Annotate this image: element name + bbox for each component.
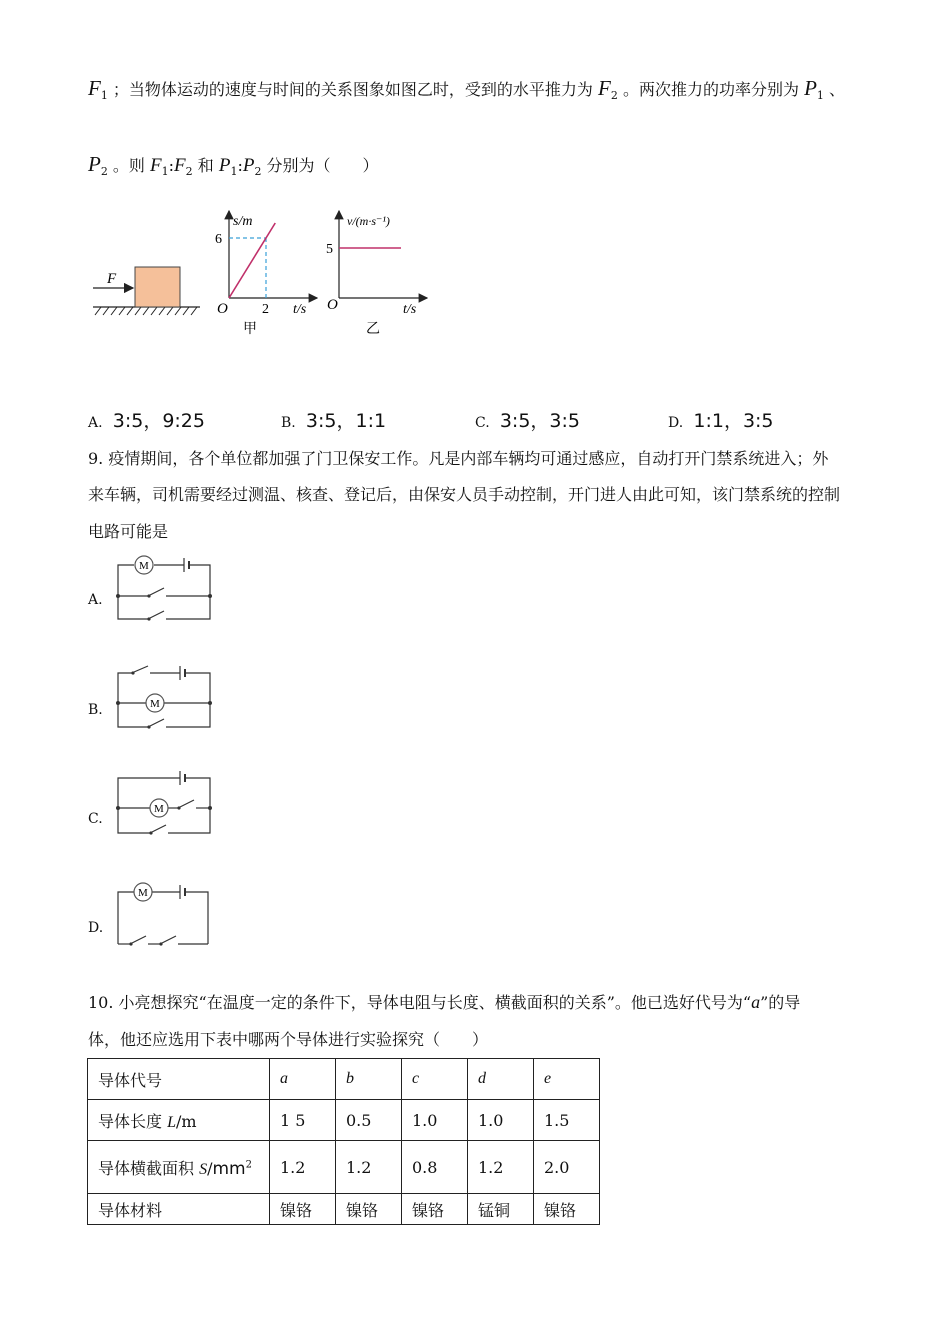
circuit-a[interactable] [112, 553, 217, 625]
q8-option-a[interactable] [88, 406, 205, 433]
q9-option-d-label[interactable]: D. [88, 920, 104, 936]
q9-option-b-label[interactable]: B. [88, 702, 103, 718]
table-row [88, 1194, 600, 1225]
yi-caption: 乙 [366, 322, 380, 337]
ratio1-b: F [174, 155, 186, 176]
force-label: F [107, 271, 117, 287]
ground-hatch [95, 307, 197, 315]
table-cell [88, 1100, 270, 1141]
motor-label: M [138, 887, 148, 899]
q9-line1: 9. 疫情期间，各个单位都加强了门卫保安工作。凡是内部车辆均可通过感应，自动打开门禁系统进入；外 [88, 449, 829, 468]
q8-line2 [88, 152, 379, 178]
table-cell [88, 1141, 270, 1194]
jia-caption: 甲 [243, 322, 257, 337]
q9-line3: 电路可能是 [88, 522, 169, 541]
length-var: L [167, 1113, 176, 1131]
q8-and: 和 [197, 156, 214, 175]
q8-line1-tail: 、 [828, 80, 845, 99]
table-cell: 1 5 [270, 1100, 336, 1141]
q8-line1-text: ；当物体运动的速度与时间的关系图象如图乙时，受到的水平推力为 [112, 80, 593, 99]
q8-option-d[interactable] [668, 406, 774, 433]
table-cell: 1.0 [402, 1100, 468, 1141]
ratio1-colon: : [168, 156, 175, 175]
option-label: B. [281, 415, 296, 431]
f1-sub: 1 [100, 89, 108, 103]
table-row [88, 1100, 600, 1141]
table-cell: 1.2 [270, 1141, 336, 1194]
jia-origin: O [217, 301, 228, 317]
option-value: 1:1，3:5 [693, 410, 774, 432]
yi-xlabel: t/s [403, 302, 417, 317]
table-cell: a [270, 1059, 336, 1100]
q9-line2: 来车辆，司机需要经过测温、核查、登记后，由保安人员手动控制，开门进人由此可知，该门禁系统的控制 [88, 485, 841, 504]
q10-var-a: a [751, 992, 761, 1012]
table-cell: c [402, 1059, 468, 1100]
yi-origin: O [327, 297, 338, 313]
table-cell: 2.0 [534, 1141, 600, 1194]
ratio2-a: P [218, 155, 231, 176]
p1-sub: 1 [816, 89, 824, 103]
jia-ylabel: s/m [233, 214, 253, 229]
f2-symbol: F [598, 76, 611, 100]
table-cell: 镍铬 [534, 1194, 600, 1225]
area-unit-sup: 2 [245, 1159, 252, 1171]
area-unit: mm [212, 1158, 246, 1179]
conductor-table [87, 1058, 600, 1225]
q8-line1 [88, 76, 845, 102]
area-slash: / [207, 1158, 213, 1178]
jia-xtick: 2 [262, 302, 269, 317]
q9-option-c-label[interactable]: C. [88, 811, 103, 827]
q8-option-b[interactable] [281, 406, 386, 433]
area-label: 导体横截面积 [98, 1158, 200, 1178]
circuit-d[interactable] [112, 880, 217, 952]
ratio1-a: F [150, 155, 162, 176]
q10-line1-b: ”的导 [760, 993, 801, 1012]
table-row [88, 1059, 600, 1100]
block [135, 267, 180, 307]
jia-ytick: 6 [215, 232, 222, 247]
graph-jia [215, 211, 317, 337]
q8-then: 。则 [112, 156, 145, 175]
q8-line2-tail: 分别为（ ） [266, 156, 379, 175]
table-cell: 1.2 [468, 1141, 534, 1194]
q10-line1 [88, 990, 800, 1013]
option-value: 3:5，3:5 [499, 410, 581, 432]
ratio2-a-sub: 1 [230, 165, 238, 179]
motor-label: M [150, 698, 160, 710]
table-cell: 1.5 [534, 1100, 600, 1141]
jia-data-line [229, 223, 275, 298]
yi-ylabel: v/(m·s⁻¹) [347, 214, 390, 228]
ratio1-a-sub: 1 [161, 165, 169, 179]
yi-ytick: 5 [326, 242, 333, 257]
graph-yi [326, 211, 427, 337]
p2-symbol: P [88, 152, 101, 176]
table-cell: 1.2 [336, 1141, 402, 1194]
option-label: D. [668, 415, 684, 431]
p2-sub: 2 [100, 165, 108, 179]
length-unit: /m [176, 1111, 197, 1131]
q10-line2: 体，他还应选用下表中哪两个导体进行实验探究（ ） [88, 1030, 489, 1049]
option-label: C. [475, 415, 490, 431]
q8-option-c[interactable] [475, 406, 580, 433]
q8-figure [85, 205, 445, 345]
table-cell: e [534, 1059, 600, 1100]
table-cell: 0.5 [336, 1100, 402, 1141]
table-row [88, 1141, 600, 1194]
table-cell: 1.0 [468, 1100, 534, 1141]
length-label: 导体长度 [98, 1111, 168, 1131]
ratio2-b-sub: 2 [254, 165, 262, 179]
table-cell: d [468, 1059, 534, 1100]
table-cell: 镍铬 [402, 1194, 468, 1225]
q9-option-a-label[interactable]: A. [88, 592, 103, 608]
option-value: 3:5，9:25 [112, 410, 205, 432]
f2-sub: 2 [610, 89, 618, 103]
circuit-c[interactable] [112, 770, 217, 842]
q10-line1-a: 10. 小亮想探究“在温度一定的条件下，导体电阻与长度、横截面积的关系”。他已选好代号为“ [88, 993, 752, 1012]
table-cell: 0.8 [402, 1141, 468, 1194]
option-value: 3:5，1:1 [305, 410, 387, 432]
table-cell: 导体材料 [88, 1194, 270, 1225]
q8-line1-text2: 。两次推力的功率分别为 [622, 80, 799, 99]
table-cell: 镍铬 [336, 1194, 402, 1225]
ratio1-b-sub: 2 [185, 165, 193, 179]
motor-label: M [139, 560, 149, 572]
circuit-b[interactable] [112, 663, 217, 735]
table-cell: 导体代号 [88, 1059, 270, 1100]
ratio2-b: P [242, 155, 255, 176]
ratio2-colon: : [237, 156, 243, 175]
p1-symbol: P [804, 76, 817, 100]
table-cell: 锰铜 [468, 1194, 534, 1225]
table-cell: 镍铬 [270, 1194, 336, 1225]
area-var: S [199, 1160, 208, 1178]
motor-label: M [154, 803, 164, 815]
table-cell: b [336, 1059, 402, 1100]
jia-xlabel: t/s [293, 302, 307, 317]
option-label: A. [88, 415, 103, 431]
f1-symbol: F [88, 76, 101, 100]
